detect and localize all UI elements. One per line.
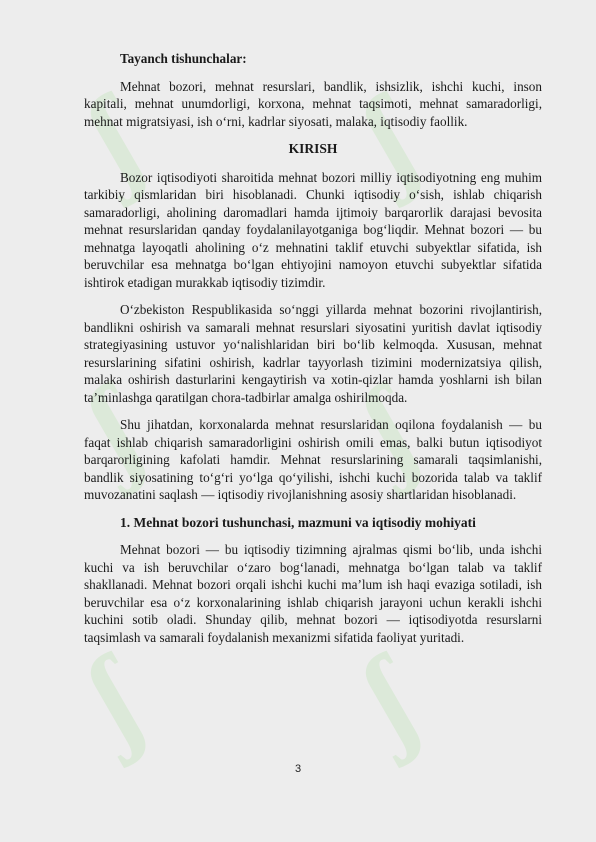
document-body [84,50,542,656]
watermark-glyph-2: ʃ [338,72,437,207]
watermark-glyph-1: ʃ [63,72,162,207]
watermark-glyph-6: ʃ [338,632,437,767]
section-1-title: 1. Mehnat bozori tushunchasi, mazmuni va iqtisodiy mohiyati [120,514,476,530]
page-number: 3 [294,763,302,775]
watermark-glyph-5: ʃ [63,632,162,767]
key-terms-paragraph: Mehnat bozori, mehnat resurslari, bandlik, ishsizlik, ishchi kuchi, inson kapitali, mehnat unumdorligi, korxona, mehnat taqsimoti, mehnat samaradorligi, mehnat migratsiyasi, ish o‘rni, kadrlar siyosati, malaka, iqtisodiy faollik. [84,78,542,129]
watermark-glyph-3: ʃ [63,362,162,497]
intro-title: KIRISH [288,141,338,156]
watermark-glyph-4: ʃ [338,362,437,497]
intro-paragraph-1: Bozor iqtisodiyoti sharoitida mehnat bozori milliy iqtisodiyotning eng muhim tarkibiy qismlaridan biri hisoblanadi. Chunki iqtisodiy o‘sish, ishlab chiqarish samaradorligi, aholining daromadlari hamda ijtimoiy barqarorlik darajasi bevosita mehnat resurslaridan qanday foydalanilayotganiga bog‘liqdir. Mehnat bozori — bu mehnatga layoqatli aholining o‘z mehnatini taklif etuvchi subyektlar sifatida, ish beruvchilar esa mehnatga bo‘lgan ehtiyojini namoyon etuvchi subyektlar sifatida ishtirok etadigan murakkab iqtisodiy tizimdir. [84,169,542,290]
intro-paragraph-2: O‘zbekiston Respublikasida so‘nggi yillarda mehnat bozorini rivojlantirish, bandlikni oshirish va samarali mehnat resurslari siyosatini yuritish davlat iqtisodiy strategiyasining ustuvor yo‘nalishlaridan biri bo‘lib kelmoqda. Xususan, mehnat resurslarining sifatini oshirish, kadrlar tayyorlash tizimini modernizatsiya qilish, malaka oshirish dasturlarini kengaytirish va xotin-qizlar hamda yoshlarni ish bilan ta’minlashga qaratilgan chora-tadbirlar amalga oshirilmoqda. [84,302,542,405]
section-1-paragraph-1: Mehnat bozori — bu iqtisodiy tizimning ajralmas qismi bo‘lib, unda ishchi kuchi va ish beruvchilar o‘zaro bog‘lanadi, mehnatga bo‘lgan talab va taklif shakllanadi. Mehnat bozori orqali ishchi kuchi ma’lum ish haqi evaziga sotiladi, ish beruvchilar esa o‘z korxonalarining ishlab chiqarish jarayoni uchun kerakli ishchi kuchini sotib oladi. Shunday qilib, mehnat bozori — iqtisodiyotda resurslarni taqsimlash va samarali foydalanish mexanizmi sifatida faoliyat yuritadi. [84,542,542,645]
intro-paragraph-3: Shu jihatdan, korxonalarda mehnat resurslaridan oqilona foydalanish — bu faqat ishlab chiqarish samaradorligini oshirish omili emas, balki butun iqtisodiyot barqarorligining kafolati hamdir. Mehnat resurslarining samarali taqsimlanishi, bandlik siyosatining to‘g‘ri yo‘lga qo‘yilishi, ishchi kuchi bozorida talab va taklif muvozanatini saqlash — iqtisodiy rivojlanishning asosiy shartlaridan hisoblanadi. [84,417,542,502]
key-terms-label: Tayanch tishunchalar: [120,51,247,66]
